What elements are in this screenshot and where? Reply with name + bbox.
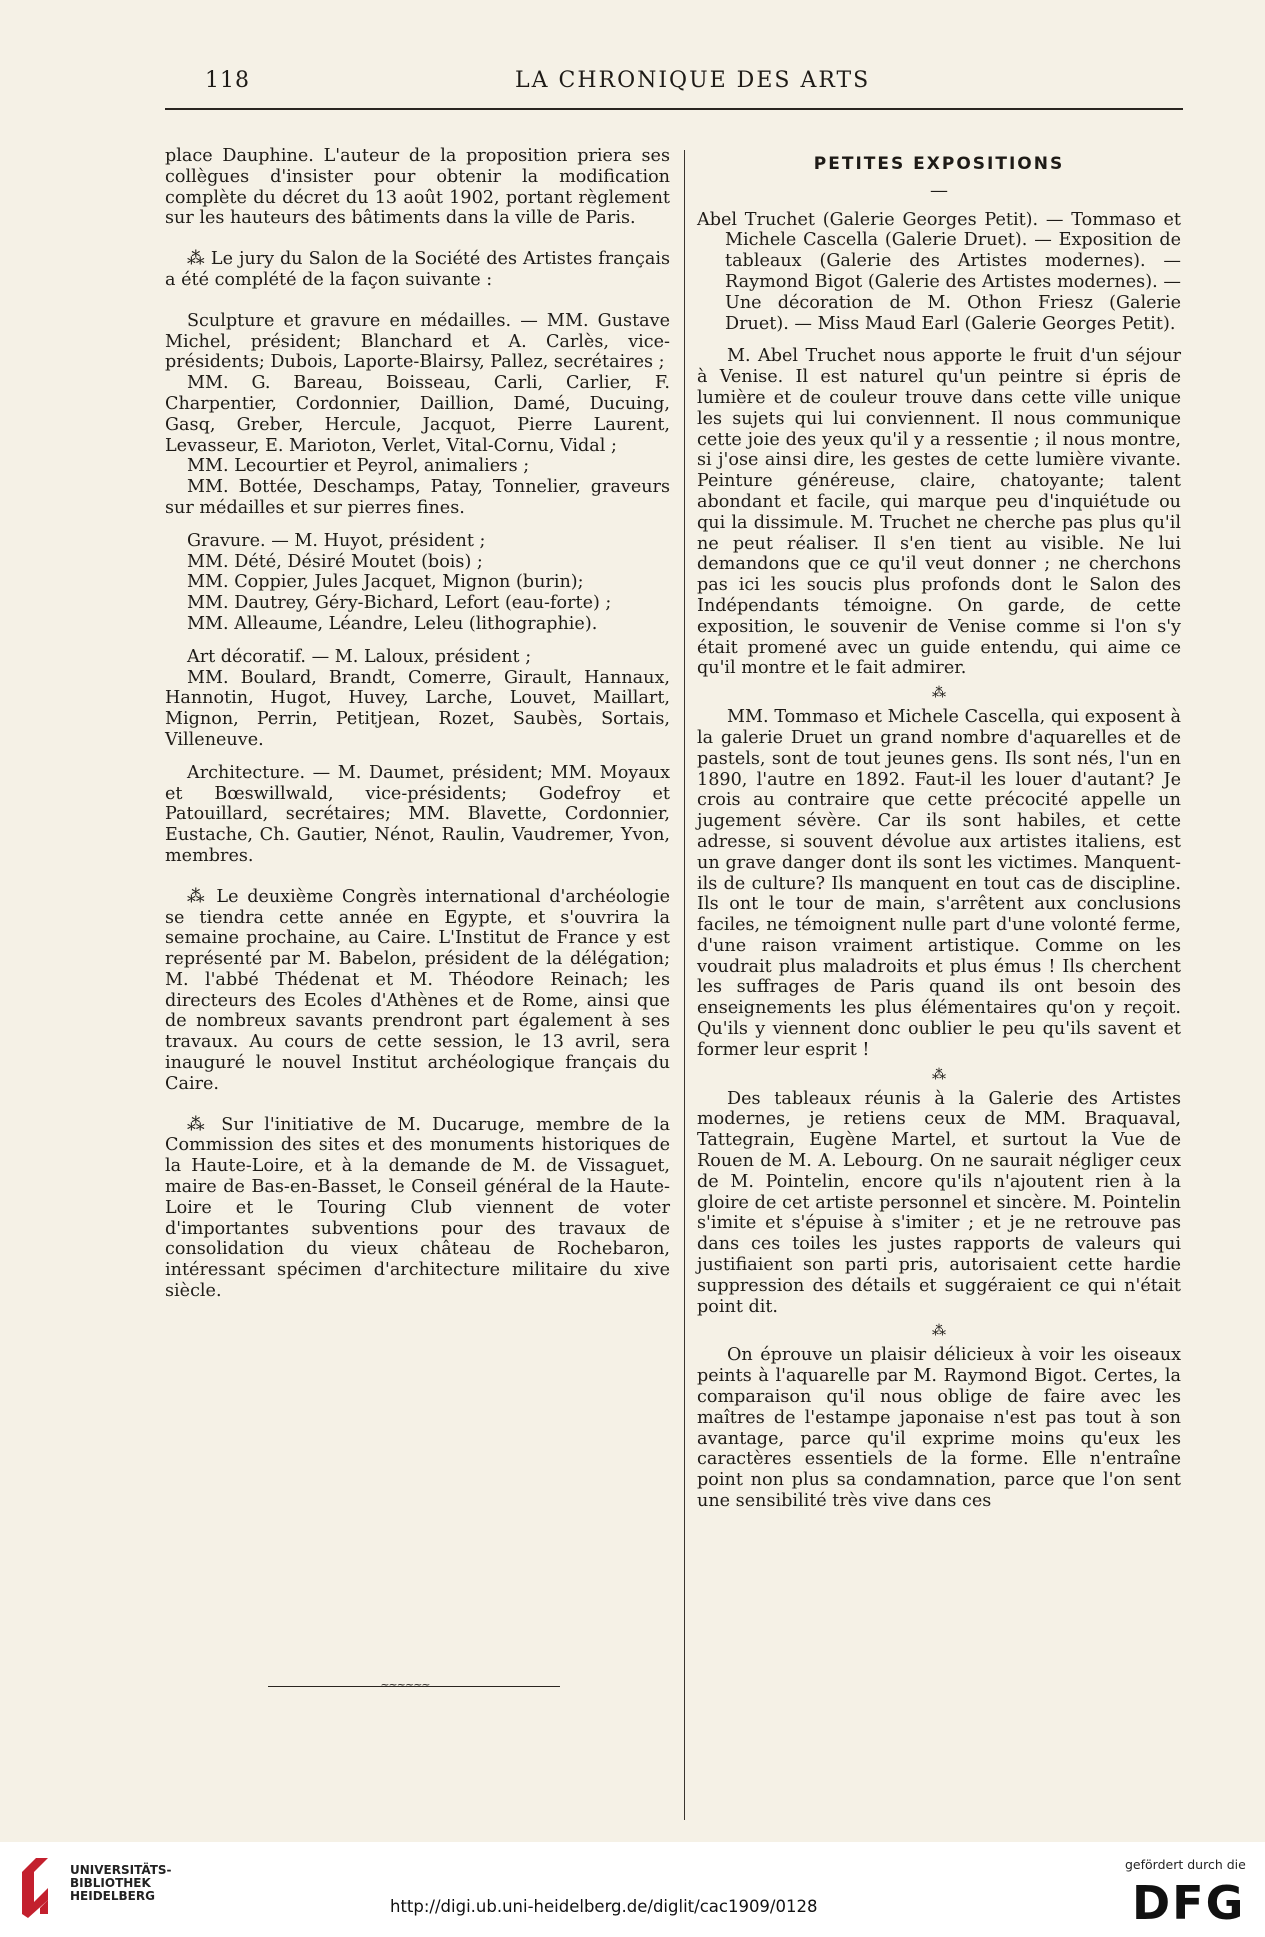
paragraph: Art décoratif. — M. Laloux, président ;: [187, 646, 532, 667]
header-rule: [165, 108, 1183, 110]
paragraph: MM. Dautrey, Géry-Bichard, Lefort (eau-forte) ;: [187, 593, 612, 614]
paragraph: ⁂ Sur l'initiative de M. Ducaruge, membre de la Commission des sites et des monuments historiques de la Haute-Loire, et à la demande de M. de Vissaguet, maire de Bas-en-Basset, le Conseil général de la Haute-Loire et le Touring Club viennent de voter d'importantes subventions pour des travaux de consolidation du vieux château de Rochebaron, intéressant spécimen d'architecture militaire du xive siècle.: [165, 1114, 670, 1302]
right-column: [697, 146, 1181, 1512]
paragraph: place Dauphine. L'auteur de la proposition priera ses collègues d'insister pour obtenir la modification complète du décret du 13 août 1902, portant règlement sur les hauteurs des bâtiments dans la ville de Paris.: [165, 146, 670, 229]
column-divider: [684, 150, 685, 1820]
paragraph: M. Abel Truchet nous apporte le fruit d'un séjour à Venise. Il est naturel qu'un peintre si épris de lumière et de couleur trouve dans cette ville unique les sujets qui lui conviennent. Il nous communique cette joie des yeux qu'il y a ressentie ; il nous montre, si j'ose ainsi dire, les gestes de cette lumière vivante. Peinture généreuse, claire, chatoyante; talent abondant et facile, qui marque peu d'inquiétude ou qui la dissimule. M. Truchet ne cherche pas plus qu'il ne peut réaliser. Il s'en tient au visible. Ne lui demandons que ce qu'il veut donner ; ne cherchons pas ici les soucis plus profonds dont le Salon des Indépendants témoigne. On garde, de cette exposition, le souvenir de Venise comme si l'on s'y était promené avec un guide entendu, qui aime ce qu'il montre et le fait admirer.: [697, 346, 1181, 679]
permalink[interactable]: http://digi.ub.uni-heidelberg.de/diglit/cac1909/0128: [390, 1897, 818, 1916]
exhibition-listing: Abel Truchet (Galerie Georges Petit). — Tommaso et Michele Cascella (Galerie Druet). — Exposition de tableaux (Galerie des Artistes modernes). — Raymond Bigot (Galerie des Artistes modernes). — Une décoration de M. Othon Friesz (Galerie Druet). — Miss Maud Earl (Galerie Georges Petit).: [697, 209, 1181, 334]
paragraph: ⁂ Le deuxième Congrès international d'archéologie se tiendra cette année en Egypte, et s'ouvrira la semaine prochaine, au Caire. L'Institut de France y est représenté par M. Babelon, président de la délégation; M. l'abbé Thédenat et M. Théodore Reinach; les directeurs des Ecoles d'Athènes et de Rome, ainsi que de nombreux savants prendront part également à ses travaux. Au cours de cette session, le 13 avril, sera inauguré le nouvel Institut archéologique français du Caire.: [165, 886, 670, 1094]
paragraph: MM. Tommaso et Michele Cascella, qui exposent à la galerie Druet un grand nombre d'aquarelles et de pastels, sont de tout jeunes gens. Ils sont nés, l'un en 1890, l'autre en 1892. Faut-il les louer d'autant? Je crois au contraire que cette précocité appelle un jugement sévère. Car ils sont habiles, et cette adresse, si souvent dévolue aux artistes italiens, est un grave danger dont ils sont les victimes. Manquent-ils de culture? Ils manquent en tout cas de discipline. Ils ont le tour de main, s'arrêtent aux conclusions faciles, ne témoignent nulle part d'une volonté ferme, d'une raison vraiment artistique. Comme on les voudrait plus maladroits et plus émus ! Ils cherchent les suffrages de Paris quand ils ont besoin des enseignements les plus élémentaires qu'on y reçoit. Qu'ils y viennent donc oublier le peu qu'ils savent et former leur esprit !: [697, 707, 1181, 1060]
asterism: ⁂: [932, 1323, 946, 1340]
running-title: LA CHRONIQUE DES ARTS: [515, 68, 871, 93]
paragraph: MM. Dété, Désiré Moutet (bois) ;: [187, 551, 483, 572]
paragraph: ⁂ Le jury du Salon de la Société des Artistes français a été complété de la façon suivante :: [165, 249, 670, 290]
paragraph: Gravure. — M. Huyot, président ;: [187, 530, 486, 551]
left-column: [165, 146, 670, 1302]
section-dash: —: [930, 179, 948, 201]
asterism: ⁂: [932, 1066, 946, 1083]
library-name: UNIVERSITÄTS- BIBLIOTHEK HEIDELBERG: [70, 1863, 172, 1903]
paragraph: Des tableaux réunis à la Galerie des Artistes modernes, je retiens ceux de MM. Braquaval, Tattegrain, Eugène Martel, et surtout la Vue de Rouen de M. A. Lebourg. On ne saurait négliger ceux de M. Pointelin, encore qu'ils n'ajoutent rien à la gloire de cet artiste personnel et sincère. M. Pointelin s'imite et s'épuise à s'imiter ; et je ne retrouve pas dans ces toiles les justes rapports de valeurs qui justifiaient son parti pris, autorisaient cette hardie suppression des détails et suggéraient ce qui n'était point dit.: [697, 1088, 1181, 1317]
funding-label: gefördert durch die: [1125, 1857, 1246, 1872]
end-ornament: ~~~~~~: [380, 1678, 430, 1691]
page-number: 118: [205, 68, 250, 93]
university-logo-icon: [14, 1852, 56, 1922]
paragraph: Architecture. — M. Daumet, président; MM. Moyaux et Bœswillwald, vice-présidents; Godefroy et Patouillard, secrétaires; MM. Blavette, Cordonnier, Eustache, Ch. Gautier, Nénot, Raulin, Vaudremer, Yvon, membres.: [165, 762, 670, 866]
paragraph: MM. G. Bareau, Boisseau, Carli, Carlier, F. Charpentier, Cordonnier, Daillion, Damé, Ducuing, Gasq, Greber, Hercule, Jacquot, Pierre Laurent, Levasseur, E. Marioton, Verlet, Vital-Cornu, Vidal ;: [165, 373, 670, 456]
asterism: ⁂: [932, 685, 946, 702]
paragraph: MM. Bottée, Deschamps, Patay, Tonnelier, graveurs sur médailles et sur pierres fines.: [165, 477, 670, 518]
paragraph: MM. Lecourtier et Peyrol, animaliers ;: [187, 456, 530, 477]
paragraph: MM. Alleaume, Léandre, Leleu (lithographie).: [187, 613, 598, 634]
paragraph: MM. Boulard, Brandt, Comerre, Girault, Hannaux, Hannotin, Hugot, Huvey, Larche, Louvet, Maillart, Mignon, Perrin, Petitjean, Rozet, Saubès, Sortais, Villeneuve.: [165, 667, 670, 750]
paragraph: On éprouve un plaisir délicieux à voir les oiseaux peints à l'aquarelle par M. Raymond Bigot. Certes, la comparaison qu'il nous oblige de faire avec les maîtres de l'estampe japonaise n'est pas tout à son avantage, parce qu'il exprime moins qu'eux les caractères essentiels de la forme. Elle n'entraîne point non plus sa condamnation, parce que l'on sent une sensibilité très vive dans ces: [697, 1345, 1181, 1512]
paragraph: MM. Coppier, Jules Jacquet, Mignon (burin);: [187, 572, 584, 593]
section-title: PETITES EXPOSITIONS: [813, 154, 1065, 174]
digitization-footer: [0, 1842, 1265, 1937]
dfg-logo: DFG: [1132, 1876, 1246, 1930]
paragraph: Sculpture et gravure en médailles. — MM. Gustave Michel, président; Blanchard et A. Carlès, vice-présidents; Dubois, Laporte-Blairsy, Pallez, secrétaires ;: [165, 310, 670, 373]
